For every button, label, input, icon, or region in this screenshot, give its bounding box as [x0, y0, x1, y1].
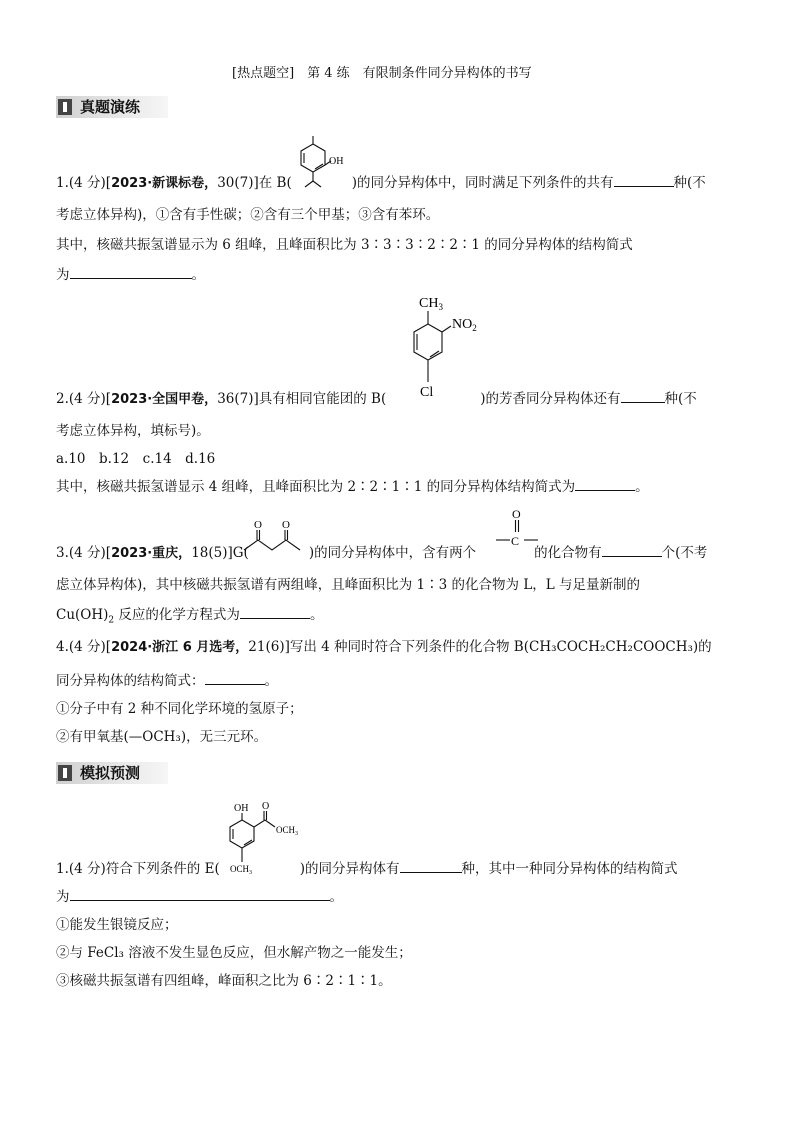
section-title: 模拟预测 — [80, 764, 141, 782]
q2-after: )的芳香同分异构体还有 — [480, 391, 621, 407]
q4-line2 — [56, 670, 278, 690]
mol-c: C — [511, 534, 520, 548]
molecule-b-q2 — [396, 290, 492, 400]
section-header-real-exam — [56, 96, 168, 118]
q3-source: 2023·重庆， — [111, 546, 192, 561]
m1-mid: 种，其中一种同分异构体的结构简式 — [461, 861, 678, 877]
q3-num: 3.(4 分)[ — [56, 545, 112, 561]
m1-num: 1.(4 分)符合下列条件的 E( — [56, 861, 220, 877]
q2-line2: 考虑立体异构，填标号)。 — [56, 423, 210, 439]
q2-ref: 36(7)]具有相同官能团的 B( — [217, 391, 387, 407]
section-header-simulation — [56, 762, 168, 784]
q2-structure-blank[interactable] — [575, 476, 635, 491]
q3-line2: 虑立体异构体)，其中核磁共振氢谱有两组峰，且峰面积比为 1∶3 的化合物为 L，L 与足量新制的 — [56, 577, 641, 593]
q3-equation-blank[interactable] — [240, 604, 310, 619]
q2-line4-prefix: 其中，核磁共振氢谱显示 4 组峰，且峰面积比为 2∶2∶1∶1 的同分异构体结构简式为 — [56, 479, 576, 495]
q4-structure-blank[interactable] — [205, 670, 265, 685]
q3-cuoh-sub: 2 — [108, 615, 115, 626]
q2-source: 2023·全国甲卷， — [111, 392, 218, 407]
mol-o: O — [262, 801, 270, 812]
q4-source: 2024·浙江 6 月选考， — [111, 640, 249, 655]
m1-line2 — [56, 886, 343, 906]
q2-unit: 种(不 — [664, 391, 697, 407]
q3-after: )的同分异构体中，含有两个 — [308, 545, 477, 561]
mol-oh: OH — [234, 803, 249, 814]
mol-och3-ester: $OCH_3$ — [276, 825, 299, 837]
q2-line4-end: 。 — [635, 479, 649, 495]
q4-num: 4.(4 分)[ — [56, 639, 112, 655]
q1-count-blank[interactable] — [614, 172, 674, 187]
m1-cond1: ①能发生银镜反应； — [56, 917, 178, 933]
q2-options: a.10 b.12 c.14 d.16 — [56, 451, 216, 467]
mol-oh-label: OH — [329, 156, 344, 167]
q1-line2: 考虑立体异构)，①含有手性碳；②含有三个甲基；③含有苯环。 — [56, 207, 440, 223]
q1-line4-end: 。 — [191, 267, 205, 283]
m1-line2-end: 。 — [329, 889, 343, 905]
q3-unit: 个(不考 — [661, 545, 708, 561]
mol-o3: O — [512, 507, 521, 521]
m1-count-blank[interactable] — [400, 858, 462, 873]
q4-ref: 21(6)]写出 4 种同时符合下列条件的化合物 B(CH₃COCH₂CH₂COOCH₃)的 — [248, 639, 712, 655]
q1-line1 — [56, 172, 706, 193]
mol-ch3-label: $CH_3$ — [419, 296, 443, 312]
m1-cond3: ③核磁共振氢谱有四组峰，峰面积之比为 6∶2∶1∶1。 — [56, 973, 392, 989]
q1-num: 1.(4 分)[ — [56, 175, 112, 191]
q1-structure-blank[interactable] — [70, 264, 192, 279]
q3-ref: 18(5)]G( — [191, 545, 249, 561]
q3-line3-end: 。 — [309, 607, 324, 623]
q1-ref: 30(7)]在 B( — [217, 175, 292, 191]
section-badge-icon — [58, 765, 72, 781]
q4-cond1: ①分子中有 2 种不同化学环境的氢原子； — [56, 701, 303, 717]
q4-line1 — [56, 638, 712, 657]
m1-line1 — [56, 858, 678, 878]
m1-cond2: ②与 FeCl₃ 溶液不发生显色反应，但水解产物之一能发生； — [56, 945, 412, 961]
mol-o2: O — [282, 519, 290, 531]
mol-o1: O — [254, 519, 262, 531]
q1-line4-prefix: 为 — [56, 267, 70, 283]
q2-count-blank[interactable] — [621, 388, 665, 403]
mol-cl-label: Cl — [420, 385, 434, 400]
q1-line4 — [56, 264, 205, 284]
q2-line1 — [56, 388, 697, 409]
q3-count-blank[interactable] — [602, 542, 662, 557]
page-header: [热点题空] 第 4 练 有限制条件同分异构体的书写 — [232, 66, 532, 81]
section-title: 真题演练 — [80, 98, 141, 116]
q2-line4 — [56, 476, 649, 496]
q4-cond2: ②有甲氧基(—OCH₃)，无三元环。 — [56, 729, 268, 745]
q3-cuoh: Cu(OH) — [56, 607, 109, 623]
q3-line1 — [56, 542, 707, 563]
q4-line2-end: 。 — [264, 673, 278, 689]
q3-after2: 的化合物有 — [534, 545, 602, 561]
m1-structure-blank[interactable] — [70, 886, 330, 901]
q1-source: 2023·新课标卷， — [111, 176, 218, 191]
q1-after: )的同分异构体中，同时满足下列条件的共有 — [351, 175, 614, 191]
q2-num: 2.(4 分)[ — [56, 391, 112, 407]
q4-line2-prefix: 同分异构体的结构简式： — [56, 673, 205, 689]
mol-och3-ring: $OCH_3$ — [230, 864, 253, 876]
q3-line3 — [56, 604, 323, 630]
m1-after: )的同分异构体有 — [299, 861, 400, 877]
q3-line3-text: 反应的化学方程式为 — [114, 607, 240, 623]
section-badge-icon — [58, 99, 72, 115]
q1-line3: 其中，核磁共振氢谱显示为 6 组峰，且峰面积比为 3∶3∶3∶2∶2∶1 的同分异构体的结构简式 — [56, 237, 633, 253]
m1-line2-prefix: 为 — [56, 889, 70, 905]
mol-no2-label: $NO_2$ — [452, 317, 477, 333]
q1-unit: 种(不 — [673, 175, 706, 191]
